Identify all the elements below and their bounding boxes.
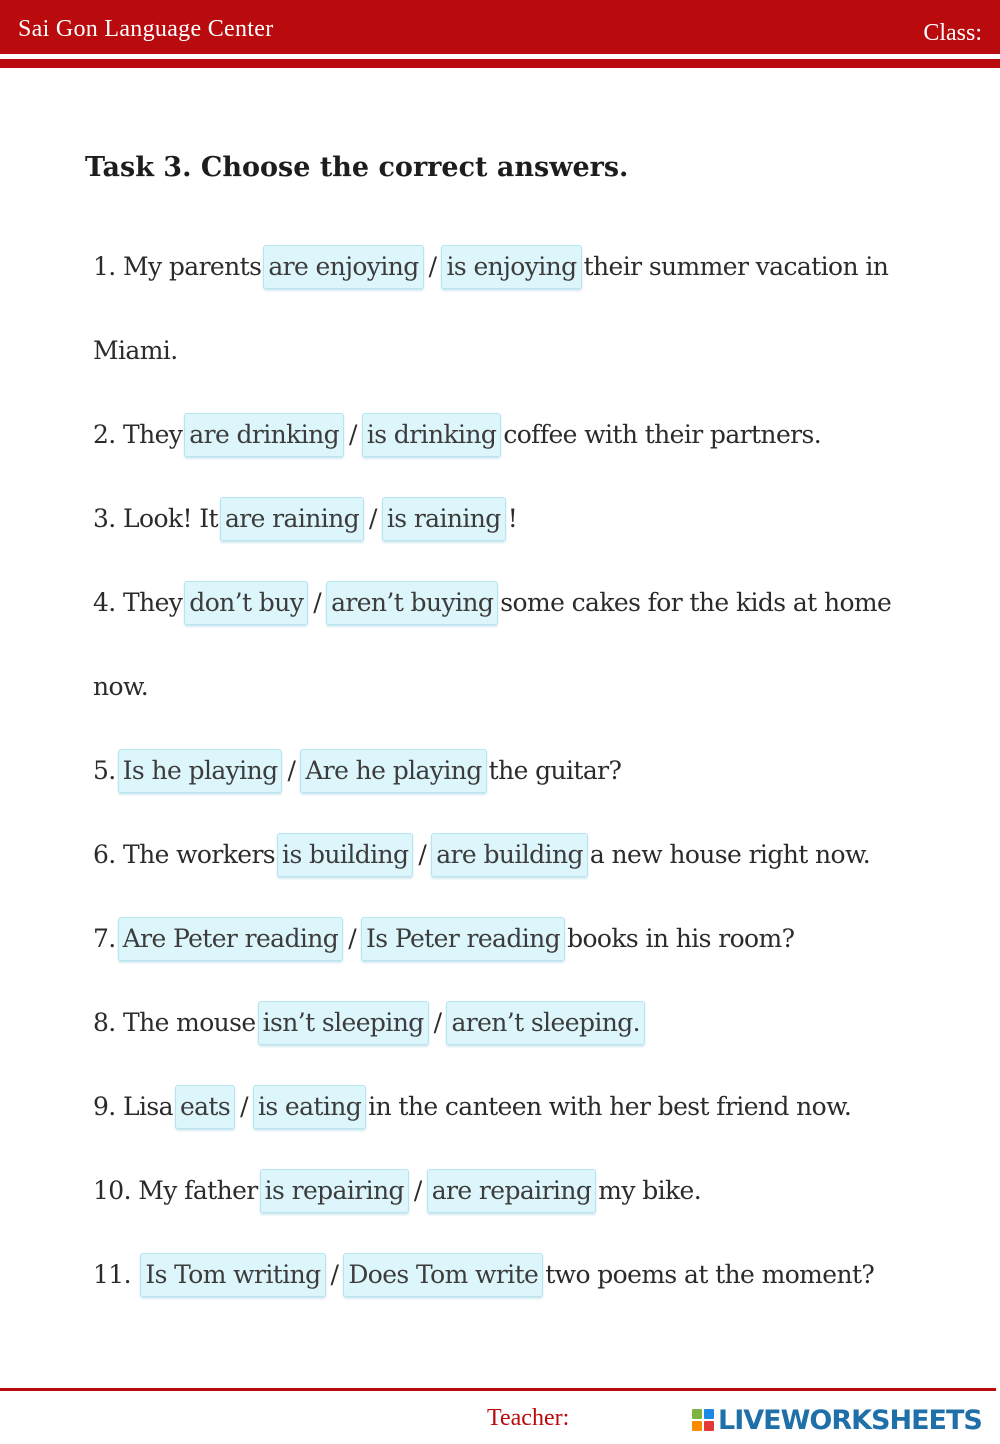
brand-name: LIVEWORKSHEETS [718,1404,982,1436]
separator: / [348,924,357,953]
separator: / [433,1008,442,1037]
answer-option-2[interactable]: are repairing [427,1169,597,1213]
footer-divider [0,1388,996,1391]
question-1-continued [93,327,178,375]
answer-option-2[interactable]: Does Tom write [343,1253,543,1297]
question-3 [93,495,517,543]
question-text: some cakes for the kids at home [500,588,892,617]
question-text: a new house right now. [589,840,871,869]
liveworksheets-logo-icon [692,1409,714,1431]
question-text: two poems at the moment? [545,1260,875,1289]
answer-option-2[interactable]: is raining [382,497,506,541]
separator: / [418,840,427,869]
question-text: ! [507,504,518,533]
question-text: coffee with their partners. [503,420,822,449]
question-text: 10. My father [93,1176,258,1205]
answer-option-1[interactable]: is building [277,833,413,877]
question-11 [93,1251,874,1299]
answer-option-1[interactable]: eats [175,1085,235,1129]
separator: / [349,420,357,449]
answer-option-2[interactable]: Are he playing [300,749,486,793]
answer-option-2[interactable]: aren’t sleeping. [446,1001,645,1045]
question-text: 1. My parents [93,252,262,281]
question-text: in the canteen with her best friend now. [368,1092,852,1121]
answer-option-2[interactable]: is eating [253,1085,366,1129]
separator: / [330,1260,339,1289]
answer-option-1[interactable]: are drinking [184,413,344,457]
liveworksheets-logo [692,1402,982,1438]
separator: / [413,1176,422,1205]
answer-option-2[interactable]: is drinking [362,413,501,457]
question-6 [93,831,870,879]
teacher-label: Teacher: [487,1405,570,1431]
question-text: 9. Lisa [93,1092,173,1121]
question-text: 3. Look! It [93,504,218,533]
question-text: 2. They [93,420,183,449]
question-1 [93,243,888,291]
question-text: 5. [93,756,116,785]
question-text: the guitar? [488,756,622,785]
question-text: my bike. [598,1176,702,1205]
answer-option-1[interactable]: Are Peter reading [118,917,344,961]
answer-option-1[interactable]: Is he playing [118,749,283,793]
question-9 [93,1083,851,1131]
question-text: books in his room? [567,924,795,953]
question-text: Miami. [93,336,178,365]
question-text: their summer vacation in [583,252,889,281]
separator: / [369,504,377,533]
center-name: Sai Gon Language Center [18,16,274,42]
question-text: now. [93,672,149,701]
answer-option-1[interactable]: are raining [220,497,364,541]
answer-option-1[interactable]: isn’t sleeping [258,1001,429,1045]
question-4-continued [93,663,148,711]
question-text: 11. [93,1260,139,1289]
question-7 [93,915,794,963]
answer-option-1[interactable]: Is Tom writing [140,1253,325,1297]
separator: / [313,588,322,617]
answer-option-2[interactable]: is enjoying [441,245,581,289]
page-header [0,0,1000,54]
question-text: 4. They [93,588,183,617]
separator: / [287,756,296,785]
header-divider [0,59,1000,68]
answer-option-2[interactable]: Is Peter reading [361,917,565,961]
question-5 [93,747,621,795]
task-title: Task 3. Choose the correct answers. [85,152,629,183]
answer-option-1[interactable]: don’t buy [184,581,308,625]
question-2 [93,411,821,459]
question-text: 8. The mouse [93,1008,256,1037]
question-text: 6. The workers [93,840,276,869]
answer-option-1[interactable]: is repairing [260,1169,409,1213]
question-10 [93,1167,701,1215]
answer-option-2[interactable]: aren’t buying [326,581,498,625]
separator: / [428,252,437,281]
question-4 [93,579,891,627]
class-label: Class: [923,20,982,46]
answer-option-2[interactable]: are building [431,833,588,877]
separator: / [240,1092,248,1121]
answer-option-1[interactable]: are enjoying [263,245,423,289]
question-text: 7. [93,924,116,953]
question-8 [93,999,647,1047]
